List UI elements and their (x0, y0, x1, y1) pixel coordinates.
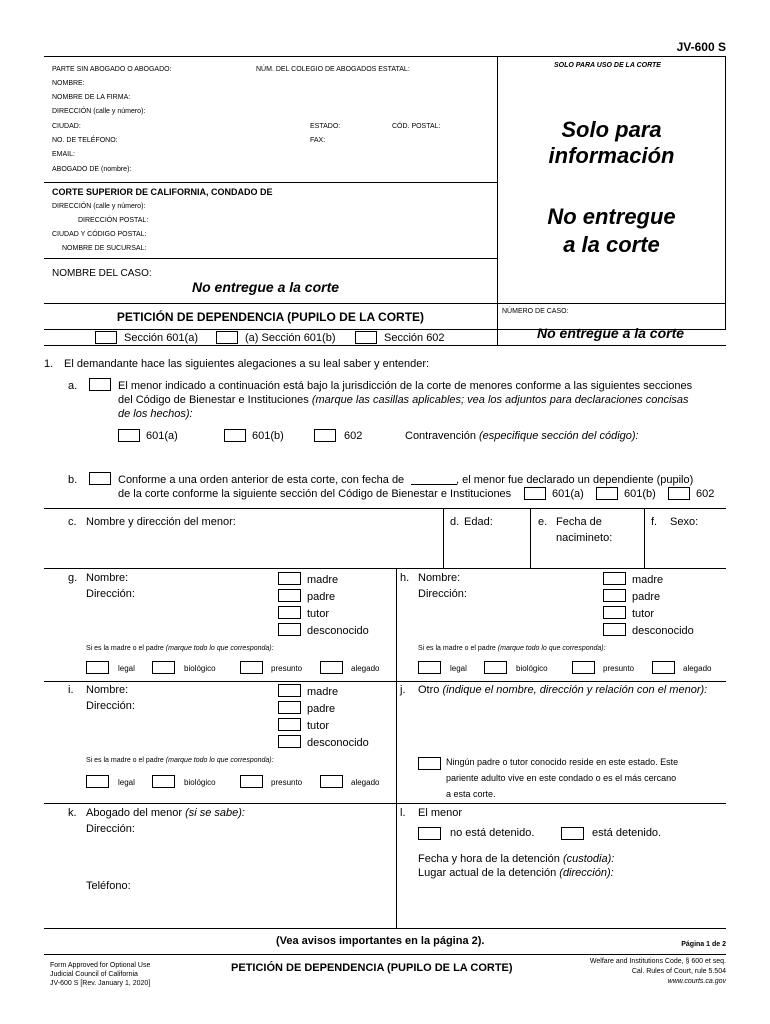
item-a-line2-plain: del Código de Bienestar e Instituciones (118, 394, 309, 406)
h-presumed-checkbox[interactable] (572, 661, 595, 674)
form-revision: JV-600 S [Rev. January 1, 2020] (50, 980, 151, 987)
g-presumed-checkbox[interactable] (240, 661, 263, 674)
case-name-value: No entregue a la corte (192, 279, 340, 295)
item-a-line1: El menor indicado a continuación está bajo la jurisdicción de la corte de menores conforme a las siguientes secciones (118, 380, 693, 392)
i-unknown-checkbox[interactable] (278, 735, 301, 748)
i-father-label: padre (307, 703, 336, 715)
case-number-value: No entregue a la corte (537, 325, 685, 341)
g-legal-checkbox[interactable] (86, 661, 109, 674)
i-legal-checkbox[interactable] (86, 775, 109, 788)
item-b-line2: de la corte conforme la siguiente sección del Código de Bienestar e Instituciones (118, 488, 512, 500)
divider (644, 508, 645, 568)
page-number: Página 1 de 2 (681, 941, 726, 948)
item-b-line1-post: , el menor fue declarado un dependiente (pupilo) (456, 474, 694, 486)
item-l-letter: l. (400, 807, 406, 819)
h-legal-checkbox[interactable] (418, 661, 441, 674)
attorney-address-label: DIRECCIÓN (calle y número): (52, 108, 146, 115)
item-j-letter: j. (400, 684, 406, 696)
g-biological-label: biológico (184, 664, 216, 673)
g-legal-label: legal (118, 664, 135, 673)
contravention-hint: (especifique sección del código): (479, 430, 639, 442)
item-e-letter: e. (538, 516, 548, 528)
i-mother-checkbox[interactable] (278, 684, 301, 697)
divider (44, 56, 726, 57)
h-father-label: padre (632, 591, 661, 603)
item-a-letter: a. (68, 380, 78, 392)
contravention-label: Contravención (405, 430, 476, 442)
i-address-label: Dirección: (86, 700, 135, 712)
section-602-checkbox[interactable] (355, 331, 377, 344)
no-parent-checkbox[interactable] (418, 757, 441, 770)
bar-number-label: NÚM. DEL COLEGIO DE ABOGADOS ESTATAL: (256, 66, 410, 73)
age-label: Edad: (464, 516, 493, 528)
h-father-checkbox[interactable] (603, 589, 626, 602)
h-mother-label: madre (632, 574, 664, 586)
g-mother-label: madre (307, 574, 339, 586)
attorney-party-label: PARTE SIN ABOGADO O ABOGADO: (52, 66, 172, 73)
item-k-letter: k. (68, 807, 77, 819)
divider (443, 508, 444, 568)
item-a-checkbox[interactable] (89, 378, 111, 391)
g-alleged-label: alegado (351, 664, 380, 673)
g-guardian-checkbox[interactable] (278, 606, 301, 619)
divider (44, 928, 726, 929)
h-legal-label: legal (450, 664, 467, 673)
dob-label-line2: nacimineto: (556, 532, 613, 544)
item-b-602-checkbox[interactable] (668, 487, 690, 500)
h-biological-checkbox[interactable] (484, 661, 507, 674)
i-name-label: Nombre: (86, 684, 129, 696)
child-detention-label: El menor (418, 807, 463, 819)
i-biological-label: biológico (184, 778, 216, 787)
item-a-602-label: 602 (344, 430, 363, 442)
info-only-line2: información (548, 143, 675, 168)
phone-label: NO. DE TELÉFONO: (52, 137, 118, 144)
i-guardian-checkbox[interactable] (278, 718, 301, 731)
divider (44, 508, 726, 509)
divider (44, 182, 497, 183)
approved-line1: Form Approved for Optional Use (50, 962, 151, 969)
divider (396, 568, 397, 928)
child-attorney-label: Abogado del menor (86, 807, 183, 819)
firm-name-label: NOMBRE DE LA FIRMA: (52, 94, 131, 101)
item-1-text: El demandante hace las siguientes alegaciones a su leal saber y entender: (64, 358, 430, 370)
section-601a-label: Sección 601(a) (124, 332, 198, 344)
item-a-line3: de los hechos): (118, 408, 193, 420)
not-detained-label: no está detenido. (450, 827, 535, 839)
attorney-name-label: NOMBRE: (52, 80, 85, 87)
item-b-601b-checkbox[interactable] (596, 487, 618, 500)
h-alleged-checkbox[interactable] (652, 661, 675, 674)
item-b-checkbox[interactable] (89, 472, 111, 485)
child-name-address-label: Nombre y dirección del menor: (86, 516, 236, 528)
k-phone-label: Teléfono: (86, 880, 131, 892)
info-only-line1: Solo para (561, 117, 662, 142)
sex-label: Sexo: (670, 516, 699, 528)
item-f-letter: f. (651, 516, 658, 528)
page2-notice: (Vea avisos importantes en la página 2). (276, 935, 485, 947)
item-a-601a-checkbox[interactable] (118, 429, 140, 442)
state-label: ESTADO: (310, 123, 341, 130)
divider (44, 568, 726, 569)
i-biological-checkbox[interactable] (152, 775, 175, 788)
detention-place-label: Lugar actual de la detención (418, 867, 557, 879)
detention-date-hint: (custodia): (562, 853, 615, 865)
g-mother-checkbox[interactable] (278, 572, 301, 585)
code-line2: Cal. Rules of Court, rule 5.504 (631, 968, 726, 975)
detained-checkbox[interactable] (561, 827, 584, 840)
i-unknown-label: desconocido (307, 737, 369, 749)
zip-label: CÓD. POSTAL: (392, 123, 441, 130)
email-label: EMAIL: (52, 151, 75, 158)
child-attorney-hint: (si se sabe): (185, 807, 245, 819)
h-address-label: Dirección: (418, 588, 467, 600)
g-alleged-checkbox[interactable] (320, 661, 343, 674)
i-if-parent-hint: (marque todo lo que corresponda): (165, 757, 274, 764)
item-b-letter: b. (68, 474, 78, 486)
g-guardian-label: tutor (307, 608, 330, 620)
section-601b-label: (a) Sección 601(b) (245, 332, 336, 344)
divider (44, 303, 726, 304)
item-b-601a-checkbox[interactable] (524, 487, 546, 500)
court-branch-label: NOMBRE DE SUCURSAL: (62, 245, 147, 252)
attorney-for-label: ABOGADO DE (nombre): (52, 166, 132, 173)
item-b-line1-pre: Conforme a una orden anterior de esta corte, con fecha de (118, 474, 405, 486)
court-mailing-label: DIRECCIÓN POSTAL: (78, 217, 149, 224)
case-number-label: NÚMERO DE CASO: (502, 308, 569, 315)
case-name-label: NOMBRE DEL CASO: (52, 268, 152, 279)
i-mother-label: madre (307, 686, 339, 698)
item-a-602-checkbox[interactable] (314, 429, 336, 442)
h-name-label: Nombre: (418, 572, 461, 584)
divider (497, 303, 498, 345)
detention-date-label: Fecha y hora de la detención (418, 853, 560, 865)
i-guardian-label: tutor (307, 720, 330, 732)
item-a-601b-checkbox[interactable] (224, 429, 246, 442)
dob-label-line1: Fecha de (556, 516, 602, 528)
not-detained-checkbox[interactable] (418, 827, 441, 840)
item-1-number: 1. (44, 358, 54, 370)
detention-place-hint: (dirección): (559, 867, 614, 879)
h-unknown-label: desconocido (632, 625, 694, 637)
g-unknown-checkbox[interactable] (278, 623, 301, 636)
g-unknown-label: desconocido (307, 625, 369, 637)
item-b-602-label: 602 (696, 488, 715, 500)
court-city-zip-label: CIUDAD Y CÓDIGO POSTAL: (52, 231, 147, 238)
h-if-parent-label: Si es la madre o el padre (418, 645, 496, 652)
h-presumed-label: presunto (603, 664, 635, 673)
h-biological-label: biológico (516, 664, 548, 673)
g-if-parent-label: Si es la madre o el padre (86, 645, 164, 652)
item-g-letter: g. (68, 572, 78, 584)
g-if-parent-hint: (marque todo lo que corresponda): (165, 645, 274, 652)
k-address-label: Dirección: (86, 823, 135, 835)
i-alleged-checkbox[interactable] (320, 775, 343, 788)
item-i-letter: i. (68, 684, 74, 696)
g-presumed-label: presunto (271, 664, 303, 673)
divider (497, 56, 498, 329)
do-not-file-line2: a la corte (563, 232, 660, 257)
g-biological-checkbox[interactable] (152, 661, 175, 674)
item-d-letter: d. (450, 516, 460, 528)
divider (725, 56, 726, 329)
approved-line2: Judicial Council of California (50, 971, 138, 978)
section-602-label: Sección 602 (384, 332, 445, 344)
court-street-label: DIRECCIÓN (calle y número): (52, 203, 146, 210)
court-use-header: SOLO PARA USO DE LA CORTE (554, 62, 661, 69)
g-name-label: Nombre: (86, 572, 129, 584)
other-label: Otro (418, 684, 440, 696)
i-presumed-checkbox[interactable] (240, 775, 263, 788)
item-b-601a-label: 601(a) (552, 488, 584, 500)
no-parent-line2: pariente adulto vive en este condado o es el más cercano (446, 773, 677, 783)
petition-title: PETICIÓN DE DEPENDENCIA (PUPILO DE LA CORTE) (116, 310, 425, 324)
divider (44, 803, 726, 804)
i-alleged-label: alegado (351, 778, 380, 787)
divider (44, 258, 497, 259)
i-father-checkbox[interactable] (278, 701, 301, 714)
code-line1: Welfare and Institutions Code, § 600 et seq. (589, 958, 726, 965)
footer-title: PETICIÓN DE DEPENDENCIA (PUPILO DE LA CORTE) (231, 962, 513, 974)
i-legal-label: legal (118, 778, 135, 787)
g-father-label: padre (307, 591, 336, 603)
i-presumed-label: presunto (271, 778, 303, 787)
h-alleged-label: alegado (683, 664, 712, 673)
no-parent-line1: Ningún padre o tutor conocido reside en este estado. Este (446, 757, 679, 767)
courts-website: www.courts.ca.gov (667, 978, 726, 985)
divider (44, 954, 726, 955)
g-father-checkbox[interactable] (278, 589, 301, 602)
other-hint: (indique el nombre, dirección y relación con el menor): (442, 684, 708, 696)
item-a-601a-label: 601(a) (146, 430, 178, 442)
court-title: CORTE SUPERIOR DE CALIFORNIA, CONDADO DE (52, 187, 273, 197)
divider (44, 345, 726, 346)
city-label: CIUDAD: (52, 123, 81, 130)
h-if-parent-hint: (marque todo lo que corresponda): (497, 645, 606, 652)
item-a-601b-label: 601(b) (252, 430, 284, 442)
item-b-601b-label: 601(b) (624, 488, 656, 500)
no-parent-line3: a esta corte. (446, 789, 496, 799)
divider (44, 681, 726, 682)
do-not-file-line1: No entregue (547, 204, 676, 229)
item-a-line2-italic: (marque las casillas aplicables; vea los adjuntos para declaraciones concisas (311, 394, 689, 406)
fax-label: FAX: (310, 137, 326, 144)
h-guardian-checkbox[interactable] (603, 606, 626, 619)
detained-label: está detenido. (592, 827, 662, 839)
section-601b-checkbox[interactable] (216, 331, 238, 344)
h-unknown-checkbox[interactable] (603, 623, 626, 636)
form-id: JV-600 S (676, 40, 726, 54)
item-h-letter: h. (400, 572, 410, 584)
i-if-parent-label: Si es la madre o el padre (86, 757, 164, 764)
g-address-label: Dirección: (86, 588, 135, 600)
h-mother-checkbox[interactable] (603, 572, 626, 585)
order-date-field[interactable] (411, 484, 457, 485)
section-601a-checkbox[interactable] (95, 331, 117, 344)
divider (530, 508, 531, 568)
h-guardian-label: tutor (632, 608, 655, 620)
item-c-letter: c. (68, 516, 77, 528)
